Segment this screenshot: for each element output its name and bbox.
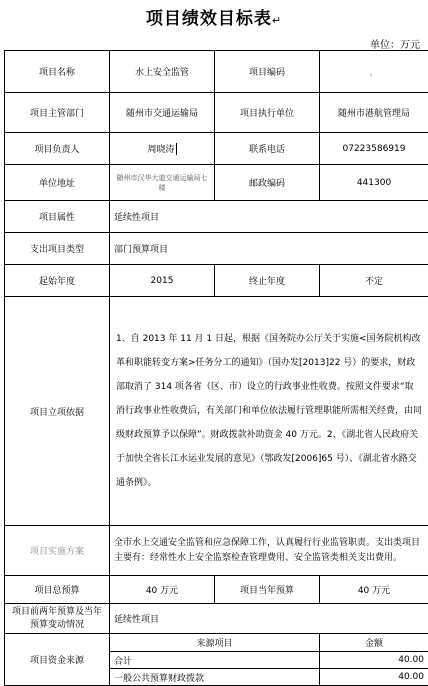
- dept-value[interactable]: 随州市交通运输局: [110, 93, 215, 133]
- amount-header: 金额: [320, 634, 428, 652]
- end-value[interactable]: 不定: [320, 265, 428, 297]
- project-name-value[interactable]: 水上安全监管: [110, 51, 215, 93]
- table-row: [5, 165, 428, 201]
- start-value[interactable]: 2015: [110, 265, 215, 297]
- change-label: 项目前两年预算及当年预算变动情况: [5, 604, 110, 634]
- attr-label: 项目属性: [5, 201, 110, 233]
- table-row: [5, 604, 428, 634]
- address-label: 单位地址: [5, 165, 110, 201]
- project-name-label: 项目名称: [5, 51, 110, 93]
- fund-source-name[interactable]: 合计: [110, 652, 320, 669]
- paragraph-mark-icon: ↵: [271, 14, 283, 27]
- phone-label: 联系电话: [215, 133, 320, 165]
- project-code-label: 项目编码: [215, 51, 320, 93]
- table-row: [5, 201, 428, 233]
- total-budget-label: 项目总预算: [5, 576, 110, 604]
- fund-source-name[interactable]: 一般公共预算财政拨款: [110, 669, 320, 686]
- phone-value[interactable]: 07223586919: [320, 133, 428, 165]
- plan-value[interactable]: 全市水上交通安全监管和应急保障工作，认真履行行业监管职责。支出类项目主要有：经常性水上安全监察检查管理费用、安全监管类相关支出费用。: [110, 526, 428, 576]
- unit-label: 单位：万元: [370, 40, 420, 51]
- fund-amount[interactable]: 40.00: [320, 652, 428, 669]
- postcode-value[interactable]: 441300: [320, 165, 428, 201]
- performance-table: [4, 50, 428, 686]
- year-budget-value[interactable]: 40 万元: [320, 576, 428, 604]
- start-label: 起始年度: [5, 265, 110, 297]
- source-header: 来源项目: [110, 634, 320, 652]
- table-row: [5, 265, 428, 297]
- year-budget-label: 项目当年预算: [215, 576, 320, 604]
- table-row: [5, 576, 428, 604]
- title-text: 项目绩效目标表: [145, 9, 272, 29]
- dept-label: 项目主管部门: [5, 93, 110, 133]
- table-row: [5, 526, 428, 576]
- type-label: 支出项目类型: [5, 233, 110, 265]
- table-row: [5, 93, 428, 133]
- leader-label: 项目负责人: [5, 133, 110, 165]
- attr-value[interactable]: 延续性项目: [110, 201, 428, 233]
- change-value[interactable]: 延续性项目: [110, 604, 428, 634]
- fund-amount[interactable]: 40.00: [320, 669, 428, 686]
- table-row: [5, 634, 428, 652]
- exec-label: 项目执行单位: [215, 93, 320, 133]
- page-title: [0, 4, 428, 29]
- address-value[interactable]: 随州市汉华大道交通运输局七楼: [110, 165, 215, 201]
- plan-label: 项目实施方案: [5, 526, 110, 576]
- total-budget-value[interactable]: 40 万元: [110, 576, 215, 604]
- table-row: [5, 233, 428, 265]
- basis-value[interactable]: 1、自 2013 年 11 月 1 日起，根据《国务院办公厅关于实施<国务院机构改革和职能转变方案>任务分工的通知》（国办发[2013]22 号）的要求，财政部取消了 314 项各省（区、市）设立的行政事业性收费。按照文件要求“取消行政事业性收费后，有关部门和单位依法履行管理职能所需相关经费，由同级财政预算予以保障”。财政拨款补助资金 40 万元。2、《湖北省人民政府关于加快全省长江水运业发展的意见》（鄂政发[2006]65 号）、《湖北省水路交通条例》。: [110, 297, 428, 526]
- fund-label: 项目资金来源: [5, 634, 110, 686]
- type-value[interactable]: 部门预算项目: [110, 233, 428, 265]
- project-code-value[interactable]: ，: [320, 51, 428, 93]
- exec-value[interactable]: 随州市港航管理局: [320, 93, 428, 133]
- basis-label: 项目立项依据: [5, 297, 110, 526]
- postcode-label: 邮政编码: [215, 165, 320, 201]
- table-row: [5, 51, 428, 93]
- end-label: 终止年度: [215, 265, 320, 297]
- text-cursor-icon: [176, 143, 177, 155]
- leader-value[interactable]: [110, 133, 215, 165]
- leader-text: 周晓涛: [147, 144, 175, 155]
- table-row: [5, 133, 428, 165]
- table-row: [5, 297, 428, 526]
